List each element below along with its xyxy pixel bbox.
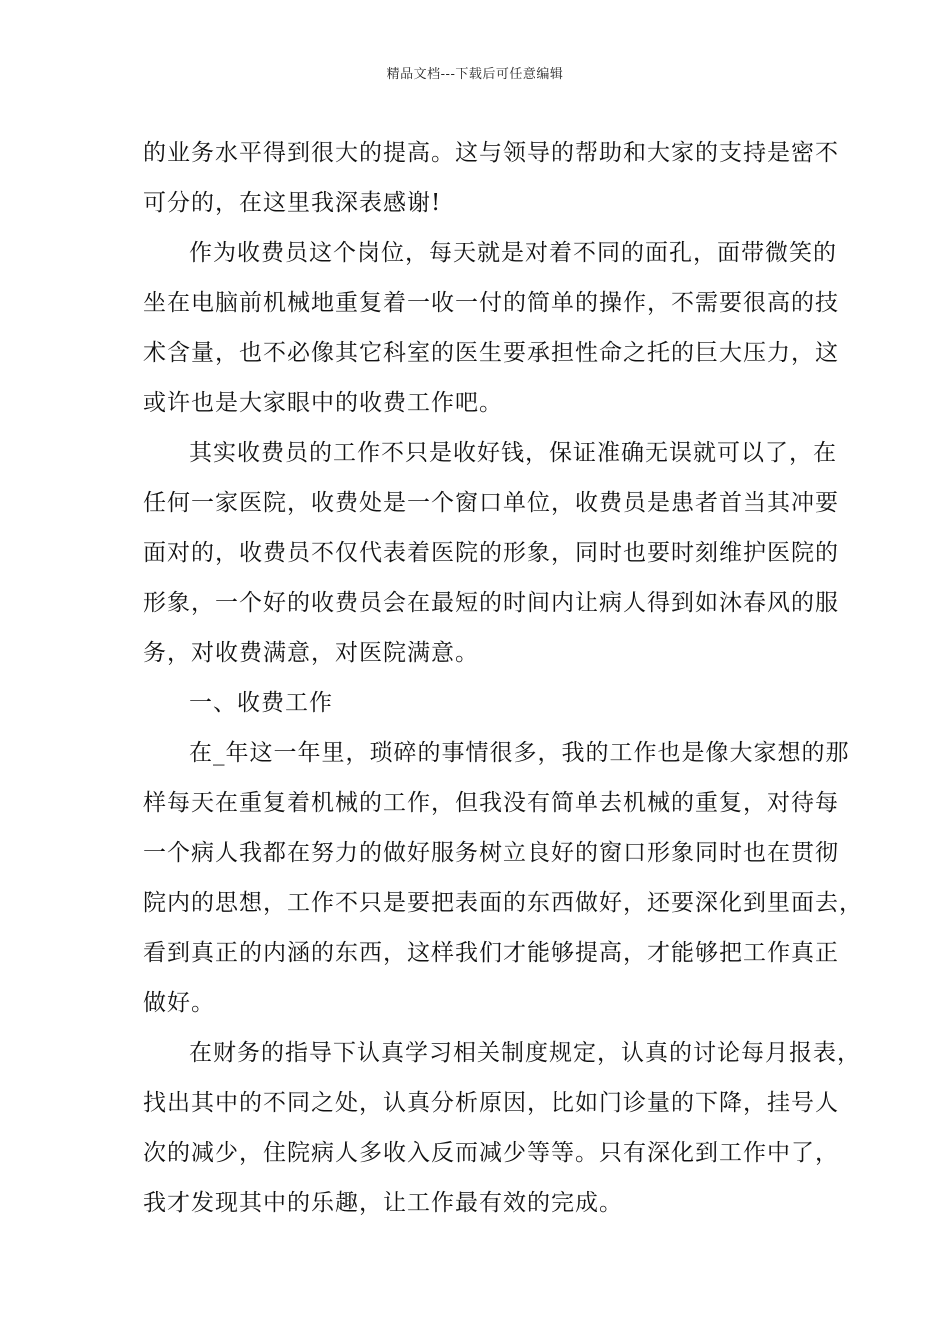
- text-line: 样每天在重复着机械的工作，但我没有简单去机械的重复，对待每: [143, 790, 839, 816]
- document-body: [143, 128, 863, 1228]
- text-line: 可分的，在这里我深表感谢!: [143, 190, 442, 216]
- text-line: 或许也是大家眼中的收费工作吧。: [143, 390, 503, 416]
- paragraph-start-line: 在_年这一年里，琐碎的事情很多，我的工作也是像大家想的那: [189, 740, 850, 766]
- text-line: 坐在电脑前机械地重复着一收一付的简单的操作，不需要很高的技: [143, 290, 839, 316]
- text-line: 看到真正的内涵的东西，这样我们才能够提高，才能够把工作真正: [143, 940, 839, 966]
- section-heading: 一、收费工作: [189, 690, 333, 716]
- text-line: 我才发现其中的乐趣，让工作最有效的完成。: [143, 1190, 623, 1216]
- text-line: 务，对收费满意，对医院满意。: [143, 640, 479, 666]
- text-line: 任何一家医院，收费处是一个窗口单位，收费员是患者首当其冲要: [143, 490, 839, 516]
- text-line: 的业务水平得到很大的提高。这与领导的帮助和大家的支持是密不: [143, 140, 839, 166]
- page-header: 精品文档---下载后可任意编辑: [386, 67, 564, 82]
- paragraph-start-line: 在财务的指导下认真学习相关制度规定，认真的讨论每月报表，: [189, 1040, 861, 1066]
- paragraph-start-line: 其实收费员的工作不只是收好钱，保证准确无误就可以了，在: [189, 440, 837, 466]
- text-line: 找出其中的不同之处，认真分析原因，比如门诊量的下降，挂号人: [143, 1090, 839, 1116]
- text-line: 一个病人我都在努力的做好服务树立良好的窗口形象同时也在贯彻: [143, 840, 839, 866]
- text-line: 形象，一个好的收费员会在最短的时间内让病人得到如沐春风的服: [143, 590, 839, 616]
- text-line: 院内的思想，工作不只是要把表面的东西做好，还要深化到里面去，: [143, 890, 863, 916]
- paragraph-start-line: 作为收费员这个岗位，每天就是对着不同的面孔，面带微笑的: [189, 240, 837, 266]
- text-line: 次的减少，住院病人多收入反而减少等等。只有深化到工作中了，: [143, 1140, 839, 1166]
- text-line: 面对的，收费员不仅代表着医院的形象，同时也要时刻维护医院的: [143, 540, 839, 566]
- text-line: 做好。: [143, 990, 215, 1016]
- text-line: 术含量，也不必像其它科室的医生要承担性命之托的巨大压力，这: [143, 340, 839, 366]
